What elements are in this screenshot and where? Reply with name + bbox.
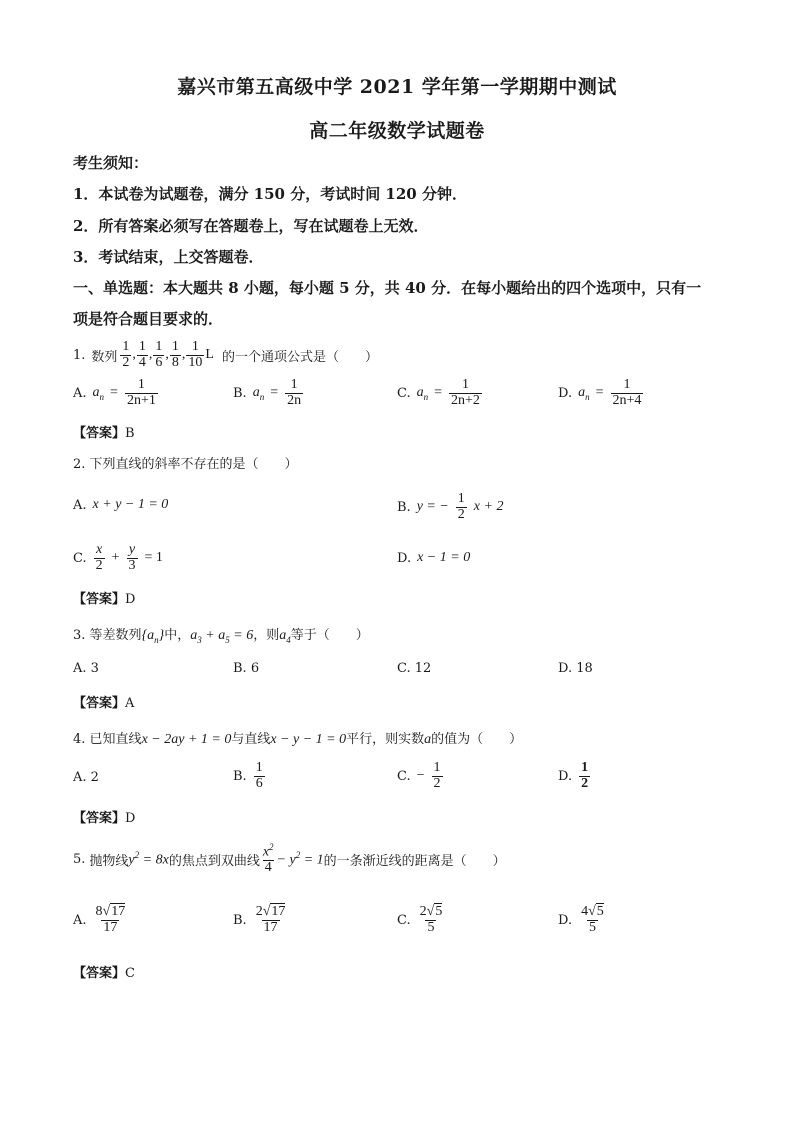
q3-option-a: A. 3	[73, 661, 99, 676]
q5-option-d: D. $\frac{4√5}{5}$	[558, 904, 604, 935]
notice-item-2: 2．所有答案必须写在答题卷上，写在试题卷上无效．	[73, 217, 429, 235]
q2-option-d: D. x − 1 = 0	[397, 550, 471, 566]
q5-answer: 【答案】C	[73, 966, 135, 981]
sequence: $\frac{1}{2}$ , $\frac{1}{4}$ , $\frac{1}{6}$ , $\frac{1}{8}$ , $\frac{1}{10}$ L	[122, 339, 214, 370]
q4-option-b: B. $\frac{1}{6}$	[233, 760, 263, 791]
question-number: 1.	[73, 347, 86, 363]
q4-answer: 【答案】D	[73, 811, 136, 826]
q2-option-c: C. $\frac{x}{2}$ + $\frac{y}{3}$ = 1	[73, 542, 163, 573]
q1-option-a: A. $a_n$ = $\frac{1}{2n+1}$	[73, 377, 156, 408]
q4-option-c: C. − $\frac{1}{2}$	[397, 760, 441, 791]
q4-option-d: D. $\frac{1}{2}$	[558, 760, 589, 791]
q1-option-c: C. $a_n$ = $\frac{1}{2n+2}$	[397, 377, 480, 408]
q5-option-c: C. $\frac{2√5}{5}$	[397, 904, 443, 935]
q1-option-b: B. $a_n$ = $\frac{1}{2n}$	[233, 377, 302, 408]
q3-answer: 【答案】A	[73, 696, 135, 711]
q2-option-a: A. x + y − 1 = 0	[73, 497, 169, 513]
q1-answer: 【答案】B	[73, 426, 135, 441]
question-1	[73, 340, 378, 370]
q2-option-b: B. y = − $\frac{1}{2}$ x + 2	[397, 491, 504, 522]
exam-title: 嘉兴市第五高级中学 2021 学年第一学期期中测试	[177, 76, 617, 98]
q5-option-a: A. $\frac{8√17}{17}$	[73, 904, 126, 935]
section-heading-line2: 项是符合题目要求的．	[73, 310, 224, 328]
notice-item-1: 1．本试卷为试题卷，满分 150 分，考试时间 120 分钟．	[73, 185, 467, 203]
notice-heading: 考生须知：	[73, 154, 149, 172]
q5-option-b: B. $\frac{2√17}{17}$	[233, 904, 286, 935]
question-3: 3. 等差数列$\{a_n\}$中，$a_3 + a_5 = 6$，则$a_4$等于（ ）	[73, 628, 369, 645]
question-2: 2. 下列直线的斜率不存在的是（ ）	[73, 457, 298, 472]
q1-option-d: D. $a_n$ = $\frac{1}{2n+4}$	[558, 377, 642, 408]
section-heading-line1: 一、单选题：本大题共 8 小题，每小题 5 分，共 40 分．在每小题给出的四个选项中，只有一	[73, 279, 702, 297]
q3-option-d: D. 18	[558, 661, 593, 676]
q3-option-b: B. 6	[233, 661, 260, 676]
exam-subtitle: 高二年级数学试题卷	[309, 120, 485, 142]
notice-item-3: 3．考试结束，上交答题卷．	[73, 248, 264, 266]
q3-option-c: C. 12	[397, 661, 432, 676]
question-4: 4. 已知直线x − 2ay + 1 = 0与直线x − y − 1 = 0平行，则实数a的值为（ ）	[73, 732, 523, 747]
question-5: 5. 抛物线 $y^2 = 8x$ 的焦点到双曲线 $\frac{x^2}{4}$ − $y^2 = 1$ 的一条渐近线的距离是（ ）	[73, 842, 506, 876]
question-text-suffix: 的一个通项公式是（ ）	[221, 349, 378, 365]
q4-option-a: A. 2	[73, 770, 99, 785]
q2-answer: 【答案】D	[73, 592, 136, 607]
question-text: 数列	[91, 349, 118, 365]
